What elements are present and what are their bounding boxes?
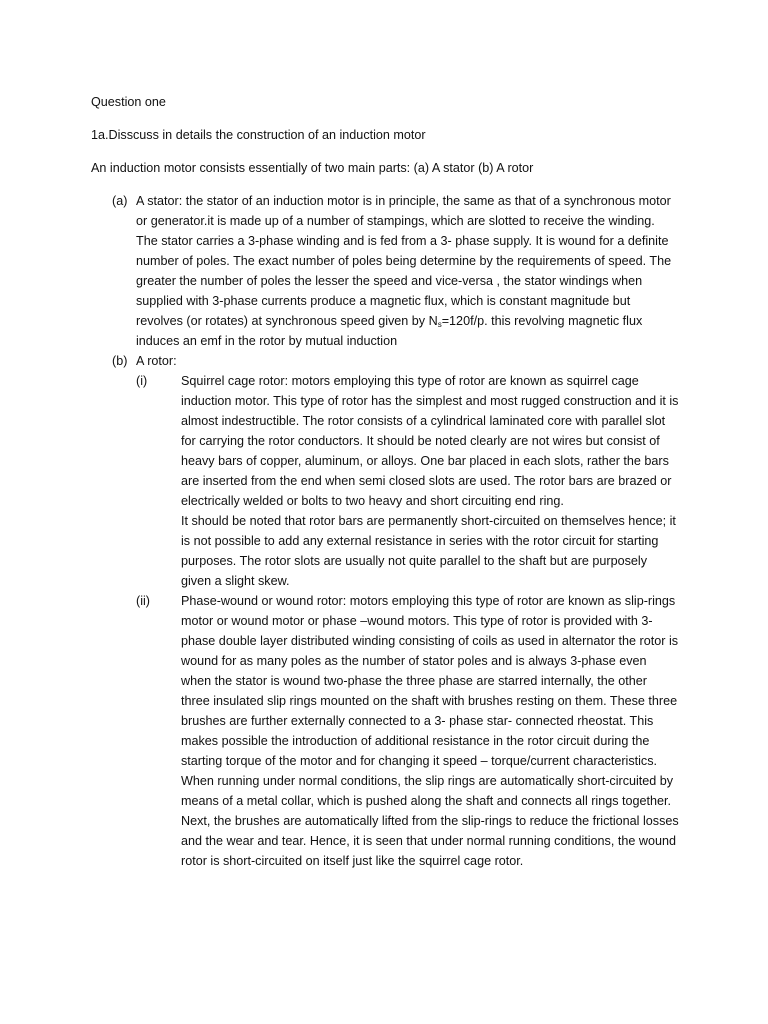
sub-ii-paragraph-2: When running under normal conditions, the slip rings are automatically short-circuited by means of a metal collar, which is pushed along the shaft and connects all rings together. Next, the brushes are automatically lifted from the slip-rings to reduce the frictional losses and the wear and tear. Hence, it is seen that under normal running conditions, the wound rotor is short-circuited on itself just like the squirrel cage rotor. [181,774,679,868]
sub-ii-paragraph-1: Phase-wound or wound rotor: motors employing this type of rotor are known as slip-rings motor or wound motor or phase –wound motors. This type of rotor is provided with 3-phase double layer distributed winding consisting of coils as used in alternator the rotor is wound for as many poles as the number of stator poles and is always 3-phase even when the stator is wound two-phase the three phase are starred internally, the other three insulated slip rings mounted on the shaft with brushes resting on them. These three brushes are further externally connected to a 3- phase star- connected rheostat. This makes possible the introduction of additional resistance in the rotor circuit during the starting torque of the motor and for changing it speed – torque/current characteristics. [181,594,679,768]
heading: Question one [91,95,166,109]
sub-i-block [181,371,679,591]
item-a-subscript: s [437,320,442,329]
intro-text: An induction motor consists essentially of two main parts: (a) A stator (b) A rotor [91,161,534,175]
item-a-text: A stator: the stator of an induction motor is in principle, the same as that of a synchronous motor or generator.it is made up of a number of stampings, which are slotted to receive the winding. The stator carries a 3-phase winding and is fed from a 3- phase supply. It is wound for a definite number of poles. The exact number of poles being determine by the requirements of speed. The greater the number of poles the lesser the speed and vice-versa , the stator windings when supplied with 3-phase currents produce a magnetic flux, which is constant magnitude but revolves (or rotates) at synchronous speed given by N [136,194,672,328]
item-b-text: A rotor: [136,354,177,368]
sub-ii-label: (ii) [136,594,150,608]
sub-i-label: (i) [136,374,148,388]
sub-i-paragraph-2: It should be noted that rotor bars are permanently short-circuited on themselves hence; it is not possible to add any external resistance in series with the rotor circuit for starting purposes. The rotor slots are usually not quite parallel to the shaft but are purposely given a slight skew. [181,514,676,588]
question-text: 1a.Disscuss in details the construction of an induction motor [91,128,426,142]
item-a-text-continued: =120f/p. this revolving magnetic flux induces an emf in the rotor by mutual induction [136,314,643,348]
item-b-label: (b) [112,354,128,368]
sub-ii-block [181,591,679,871]
sub-i-paragraph-1: Squirrel cage rotor: motors employing this type of rotor are known as squirrel cage induction motor. This type of rotor has the simplest and most rugged construction and it is almost indestructible. The rotor consists of a cylindrical laminated core with parallel slot for carrying the rotor conductors. It should be noted clearly are not wires but consist of heavy bars of copper, aluminum, or alloys. One bar placed in each slots, rather the bars are inserted from the end when semi closed slots are used. The rotor bars are brazed or electrically welded or bolts to two heavy and short circuiting end ring. [181,374,679,508]
item-a-paragraph [136,191,678,351]
item-a-label: (a) [112,194,128,208]
